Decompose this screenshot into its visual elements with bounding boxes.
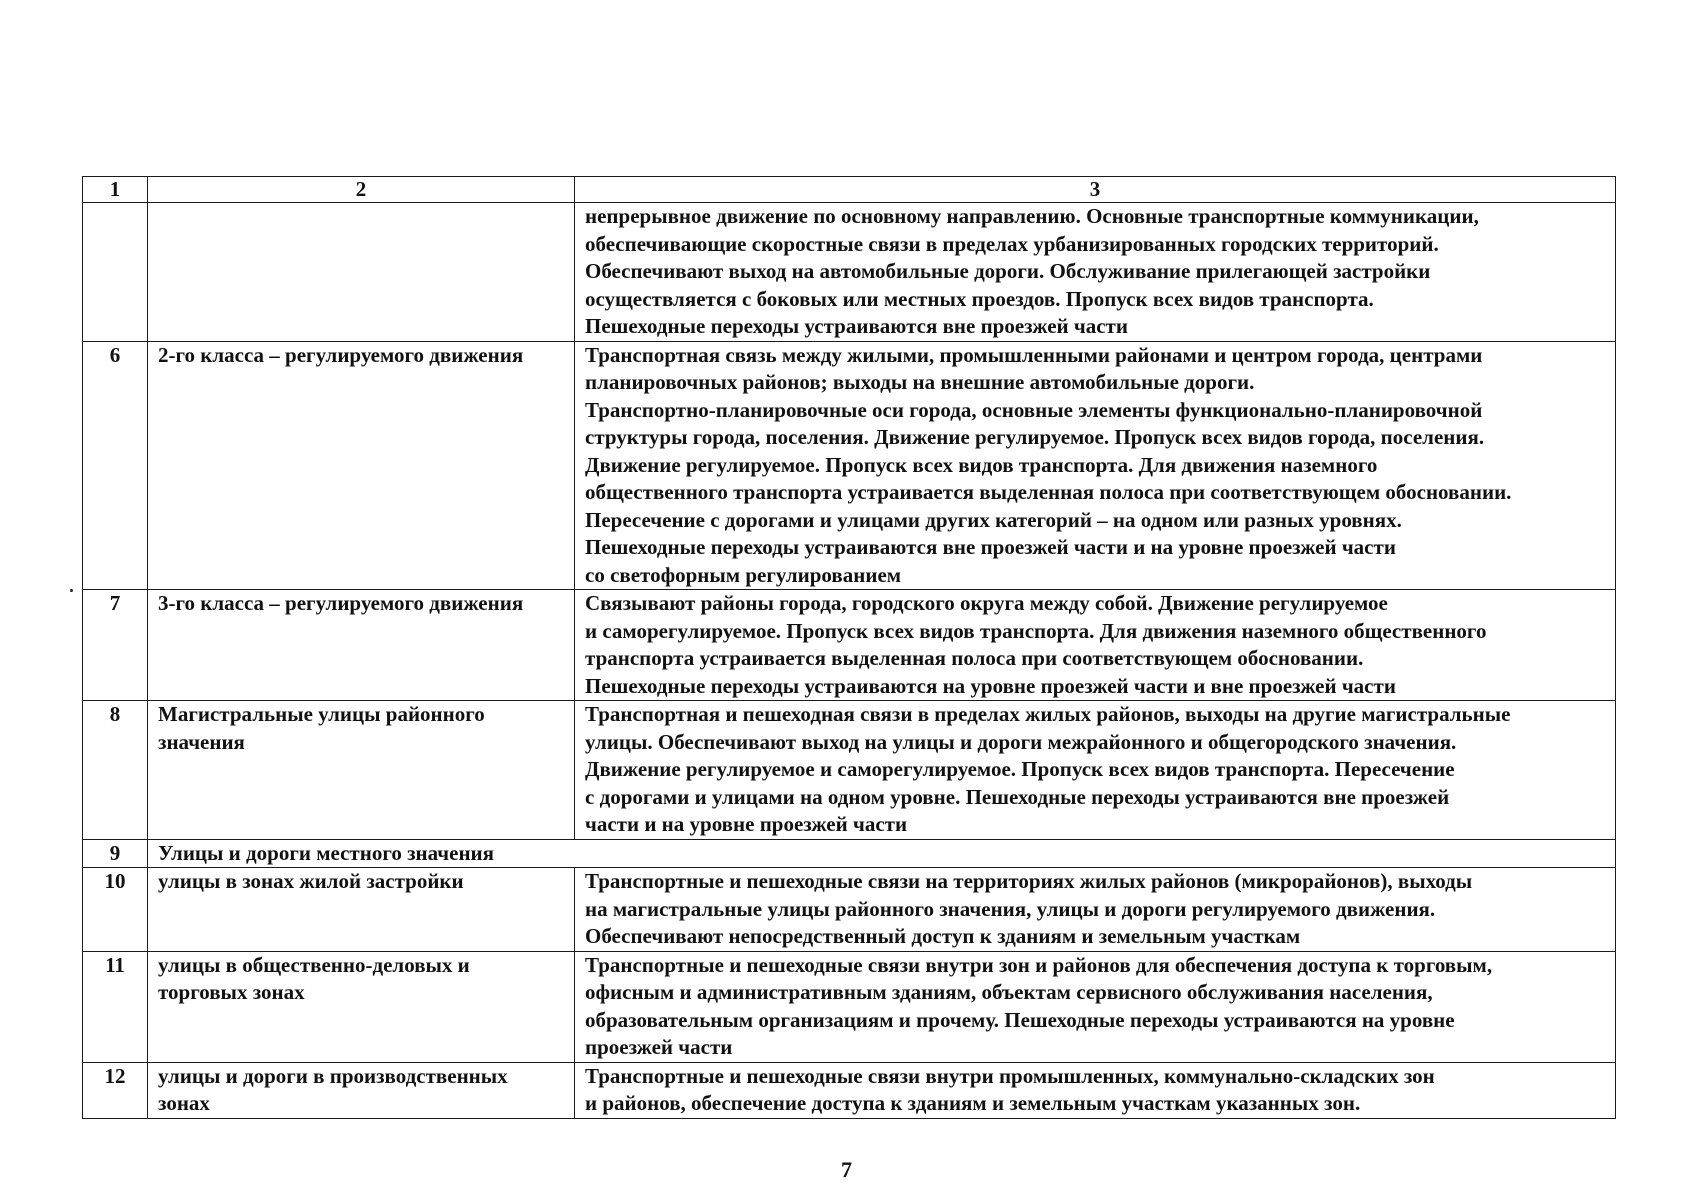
description-line: транспорта устраивается выделенная полоса при соответствующем обосновании. (585, 646, 1364, 670)
row-description-cell (575, 590, 1616, 701)
row-number-cell: 11 (83, 951, 148, 1062)
row-number-cell: 12 (83, 1062, 148, 1118)
table-header-row (83, 177, 1616, 203)
header-cell-col-3: 3 (575, 177, 1616, 203)
row-description-cell (575, 1062, 1616, 1118)
table-section-row (83, 839, 1616, 868)
row-number-cell: 6 (83, 341, 148, 590)
description-line: Обеспечивают выход на автомобильные дороги. Обслуживание прилегающей застройки (585, 259, 1431, 283)
row-name-cell (148, 203, 575, 342)
row-name-cell (148, 951, 575, 1062)
header-cell-col-1: 1 (83, 177, 148, 203)
table-row (83, 590, 1616, 701)
row-name-cell (148, 1062, 575, 1118)
description-line: Пересечение с дорогами и улицами других категорий – на одном или разных уровнях. (585, 507, 1402, 532)
description-line: обеспечивающие скоростные связи в пределах урбанизированных городских территорий. (585, 231, 1439, 256)
street-classification-table (82, 176, 1616, 1119)
name-line: улицы и дороги в производственных (158, 1063, 508, 1088)
row-description-cell (575, 203, 1616, 342)
table-row (83, 951, 1616, 1062)
table-row (83, 341, 1616, 590)
row-description-cell (575, 341, 1616, 590)
description-line: непрерывное движение по основному направлению. Основные транспортные коммуникации, (585, 204, 1479, 228)
description-line: Транспортные и пешеходные связи внутри зон и районов для обеспечения доступа к торговым, (585, 952, 1493, 977)
name-line: торговых зонах (158, 980, 305, 1004)
page-number: 7 (841, 1157, 852, 1182)
description-line: Транспортные и пешеходные связи на территориях жилых районов (микрорайонов), выходы (585, 869, 1473, 893)
description-line: Транспортно-планировочные оси города, основные элементы функционально-планировочной (585, 397, 1483, 422)
table-row (83, 1062, 1616, 1118)
row-description-cell (575, 868, 1616, 952)
description-line: Пешеходные переходы устраиваются вне проезжей части (585, 314, 1128, 338)
name-line: улицы в общественно-деловых и (158, 952, 470, 977)
description-line: со светофорным регулированием (585, 562, 902, 587)
description-line: на магистральные улицы районного значения, улицы и дороги регулируемого движения. (585, 896, 1436, 921)
description-line: планировочных районов; выходы на внешние автомобильные дороги. (585, 370, 1255, 394)
description-line: осуществляется с боковых или местных проездов. Пропуск всех видов транспорта. (585, 286, 1374, 311)
row-number-cell: 8 (83, 701, 148, 840)
row-number-cell: 9 (83, 839, 148, 868)
name-line: 3-го класса – регулируемого движения (158, 591, 524, 615)
description-line: улицы. Обеспечивают выход на улицы и дороги межрайонного и общегородского значения. (585, 729, 1457, 754)
scan-artifact-dot (70, 589, 73, 592)
description-line: Движение регулируемое. Пропуск всех видов транспорта. Для движения наземного (585, 452, 1378, 477)
description-line: Транспортная связь между жилыми, промышленными районами и центром города, центрами (585, 342, 1483, 367)
description-line: Транспортные и пешеходные связи внутри промышленных, коммунально-складских зон (585, 1063, 1435, 1088)
name-line: улицы в зонах жилой застройки (158, 869, 464, 893)
name-line: значения (158, 729, 245, 754)
row-description-cell (575, 701, 1616, 840)
row-number-cell: 10 (83, 868, 148, 952)
name-line: 2-го класса – регулируемого движения (158, 342, 524, 367)
row-number-cell (83, 203, 148, 342)
description-line: Движение регулируемое и саморегулируемое. Пропуск всех видов транспорта. Пересечение (585, 757, 1455, 781)
table-row (83, 701, 1616, 840)
row-name-cell (148, 868, 575, 952)
description-line: и районов, обеспечение доступа к зданиям и земельным участкам указанных зон. (585, 1091, 1361, 1115)
row-number-cell: 7 (83, 590, 148, 701)
table-row (83, 203, 1616, 342)
row-name-cell (148, 701, 575, 840)
description-line: с дорогами и улицами на одном уровне. Пешеходные переходы устраиваются вне проезжей (585, 784, 1450, 809)
description-line: образовательным организациям и прочему. Пешеходные переходы устраиваются на уровне (585, 1007, 1455, 1032)
name-line: Магистральные улицы районного (158, 702, 485, 726)
description-line: Транспортная и пешеходная связи в пределах жилых районов, выходы на другие магистральные (585, 702, 1511, 726)
description-line: части и на уровне проезжей части (585, 812, 908, 836)
row-name-cell (148, 341, 575, 590)
description-line: общественного транспорта устраивается выделенная полоса при соответствующем обосновании. (585, 480, 1512, 504)
description-line: Обеспечивают непосредственный доступ к зданиям и земельным участкам (585, 924, 1301, 948)
table-row (83, 868, 1616, 952)
name-line: зонах (158, 1091, 210, 1115)
description-line: структуры города, поселения. Движение регулируемое. Пропуск всех видов города, поселения. (585, 425, 1485, 449)
header-cell-col-2: 2 (148, 177, 575, 203)
row-description-cell (575, 951, 1616, 1062)
section-heading-cell (148, 839, 1616, 868)
description-line: Связывают районы города, городского округа между собой. Движение регулируемое (585, 591, 1388, 615)
section-heading: Улицы и дороги местного значения (158, 840, 495, 865)
description-line: и саморегулируемое. Пропуск всех видов транспорта. Для движения наземного общественного (585, 618, 1487, 643)
description-line: офисным и административным зданиям, объектам сервисного обслуживания населения, (585, 980, 1433, 1004)
description-line: Пешеходные переходы устраиваются на уровне проезжей части и вне проезжей части (585, 673, 1396, 698)
description-line: Пешеходные переходы устраиваются вне проезжей части и на уровне проезжей части (585, 535, 1396, 559)
description-line: проезжей части (585, 1035, 733, 1059)
row-name-cell (148, 590, 575, 701)
